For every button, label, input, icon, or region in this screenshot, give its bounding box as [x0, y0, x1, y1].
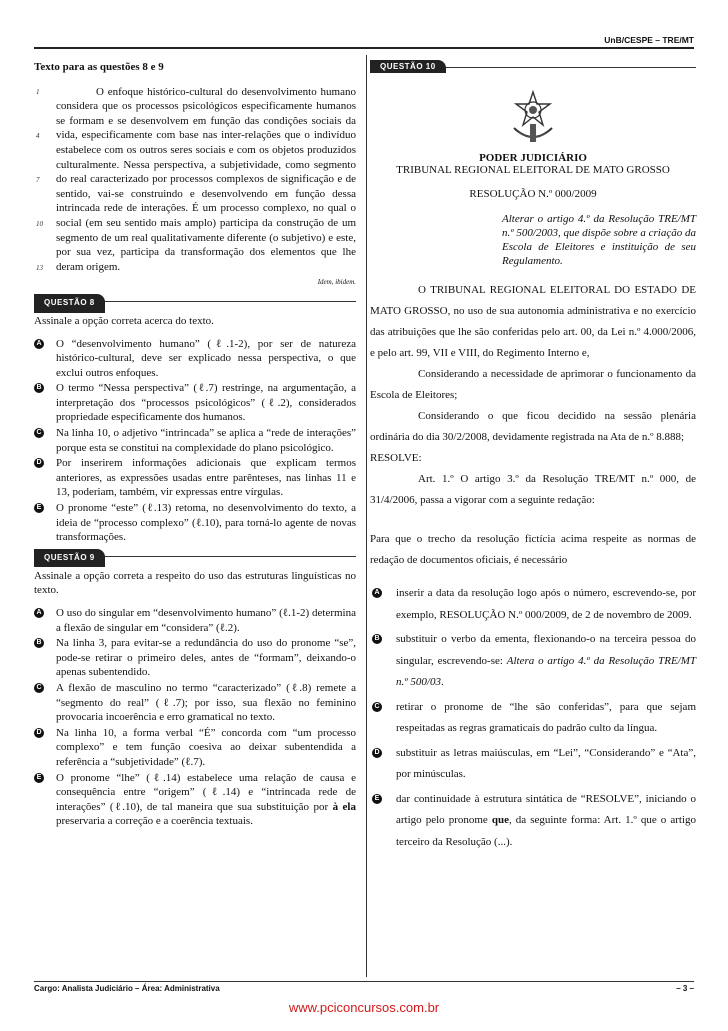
option-letter-b-icon: B: [372, 634, 382, 644]
passage-text: O enfoque histórico-cultural do desenvolvimento humano considera que os processos psicológicos especificamente humanos se formam e se desenvolvem em função das condições sociais da vida, especificamente com base nas inter-relações que o indivíduo estabelece com os outros seres sociais e com os objetos produzidos culturalmente. Nessa perspectiva, a subjetividade, como segmento do real caracterizado por processos complexos de significação e de sentido, vai-se construindo e desenvolvendo em função dessa intrincada rede de interações. É um processo complexo, no qual o social (em seu sentido mais amplo) participa da construção de um segmento de um real qualitativamente diferente (o subjetivo) e este, por sua vez, participa da transformação dos elementos que lhe deram origem.: [56, 85, 356, 273]
footer-cargo: Cargo: Analista Judiciário – Área: Administrativa: [34, 984, 220, 993]
line-number: 7: [36, 175, 40, 184]
resolution-paragraph: Considerando o que ficou decidido na sessão plenária ordinária do dia 30/2/2008, devidamente registrada na Ata de n.º 8.888;: [370, 410, 696, 443]
q8-option-b[interactable]: B O termo “Nessa perspectiva” (ℓ.7) restringe, na argumentação, a interpretação dos “processos psicológicos” (ℓ.2), considerados propriedade especificamente dos humanos.: [34, 381, 356, 425]
site-link[interactable]: www.pciconcursos.com.br: [288, 1000, 440, 1015]
option-letter-e-icon: E: [34, 503, 44, 513]
question-9-stem: Assinale a opção correta a respeito do uso das estruturas linguísticas no texto.: [34, 569, 356, 597]
q9-option-c[interactable]: C A flexão de masculino no termo “caracterizado” (ℓ.8) remete a “segmento do real” (ℓ.7); por isso, sua flexão no feminino provocaria incoerência e erro gramatical no texto.: [34, 681, 356, 725]
resolution-body: [370, 280, 696, 571]
text-title: Texto para as questões 8 e 9: [34, 61, 164, 73]
column-divider: [366, 55, 367, 977]
option-letter-c-icon: C: [372, 702, 382, 712]
header-rule: [34, 47, 694, 49]
question-8-bar: [34, 294, 356, 308]
question-10-label: QUESTÃO 10: [370, 60, 446, 73]
q8-option-a[interactable]: A O “desenvolvimento humano” (ℓ.1-2), por ser de natureza histórico-cultural, deve ser explicado nessa perspectiva, o que exclui outros enfoques.: [34, 337, 356, 381]
question-9-label: QUESTÃO 9: [34, 549, 105, 568]
brazil-coat-of-arms-icon: [508, 88, 558, 148]
q10-option-a[interactable]: A inserir a data da resolução logo após o número, escrevendo-se, por exemplo, RESOLUÇÃO N.º 000/2009, de 2 de novembro de 2009.: [370, 583, 696, 626]
right-column: [370, 60, 696, 856]
q9-option-d[interactable]: D Na linha 10, a forma verbal “É” concorda com “um processo complexo” e tem função coesiva ao deixar subentendida a referência a “subjetividade” (ℓ.7).: [34, 726, 356, 770]
footer-rule: [34, 981, 694, 982]
resolution-ementa: Alterar o artigo 4.º da Resolução TRE/MT n.º 500/2003, que dispõe sobre a criação da Escola de Eleitores e instituição de seu Regulamento.: [502, 213, 696, 267]
resolution-paragraph: O TRIBUNAL REGIONAL ELEITORAL DO ESTADO DE MATO GROSSO, no uso de sua autonomia administrativa e no exercício das atribuições que lhe são conferidas pelo art. 00, da Lei n.º 4.000/2006, e pelo art. 99, VII e VIII, do Regimento Interno e,: [370, 284, 696, 359]
question-8-stem: Assinale a opção correta acerca do texto.: [34, 314, 214, 327]
option-letter-d-icon: D: [372, 748, 382, 758]
line-number: 10: [36, 219, 43, 228]
org-title: PODER JUDICIÁRIO: [479, 152, 587, 164]
option-letter-a-icon: A: [372, 588, 382, 598]
line-number: 1: [36, 87, 40, 96]
left-column: [34, 60, 356, 830]
line-number: 4: [36, 131, 40, 140]
q10-option-e[interactable]: E dar continuidade à estrutura sintática de “RESOLVE”, iniciando o artigo pelo pronome que, da seguinte forma: Art. 1.º que o artigo terceiro da Resolução (...).: [370, 789, 696, 854]
option-letter-e-icon: E: [34, 773, 44, 783]
org-subtitle: TRIBUNAL REGIONAL ELEITORAL DE MATO GROSSO: [396, 164, 670, 176]
exam-header: UnB/CESPE – TRE/MT: [604, 35, 694, 45]
q8-option-e[interactable]: E O pronome “este” (ℓ.13) retoma, no desenvolvimento do texto, a ideia de “processo complexo” (ℓ.10), para torná-lo agente de novas transformações.: [34, 501, 356, 545]
question-10-bar: [370, 60, 696, 74]
resolution-number: RESOLUÇÃO N.º 000/2009: [469, 188, 597, 200]
question-9-bar: [34, 549, 356, 563]
resolution-article: Art. 1.º O artigo 3.º da Resolução TRE/MT n.º 000, de 31/4/2006, passa a vigorar com a seguinte redação:: [370, 473, 696, 506]
q10-option-c[interactable]: C retirar o pronome de “lhe são conferidas”, para que sejam respeitadas as regras gramaticais do padrão culto da língua.: [370, 697, 696, 740]
passage-source: Idem, ibidem.: [317, 278, 356, 287]
option-letter-c-icon: C: [34, 428, 44, 438]
question-8-label: QUESTÃO 8: [34, 294, 105, 313]
option-letter-c-icon: C: [34, 683, 44, 693]
q10-option-d[interactable]: D substituir as letras maiúsculas, em “Lei”, “Considerando” e “Ata”, por minúsculas.: [370, 743, 696, 786]
q9-option-e[interactable]: E O pronome “lhe” (ℓ.14) estabelece uma relação de causa e consequência entre “origem” (ℓ.14) e “intrincada rede de interações” (ℓ.10), de tal maneira que sua substituição por à ela preservaria a correção e a coerência textuais.: [34, 771, 356, 829]
page-number: – 3 –: [676, 984, 694, 993]
option-letter-a-icon: A: [34, 339, 44, 349]
question-10-stem: Para que o trecho da resolução fictícia acima respeite as normas de redação de documentos oficiais, é necessário: [370, 533, 696, 566]
line-number: 13: [36, 263, 43, 272]
q9-option-a[interactable]: A O uso do singular em “desenvolvimento humano” (ℓ.1-2) determina a flexão de singular em “considera” (ℓ.2).: [34, 606, 356, 635]
option-letter-d-icon: D: [34, 458, 44, 468]
q9-option-b[interactable]: B Na linha 3, para evitar-se a redundância do uso do pronome “se”, pode-se retirar o primeiro deles, antes de “formam”, deixando-o apenas subentendido.: [34, 636, 356, 680]
option-letter-b-icon: B: [34, 638, 44, 648]
resolve-heading: RESOLVE:: [370, 452, 422, 464]
option-letter-e-icon: E: [372, 794, 382, 804]
reading-passage: [34, 85, 356, 275]
q10-option-b[interactable]: B substituir o verbo da ementa, flexionando-o na terceira pessoa do singular, escrevendo-se: Altera o artigo 4.º da Resolução TRE/MT n.º 500/03.: [370, 629, 696, 694]
option-letter-a-icon: A: [34, 608, 44, 618]
q8-option-c[interactable]: C Na linha 10, o adjetivo “intrincada” se aplica a “rede de interações” porque esta se constitui na complexidade do plano psicológico.: [34, 426, 356, 455]
resolution-paragraph: Considerando a necessidade de aprimorar o funcionamento da Escola de Eleitores;: [370, 368, 696, 401]
q8-option-d[interactable]: D Por inserirem informações adicionais que explicam termos anteriores, as expressões usadas entre parênteses, nas linhas 11 e 13, poderiam, também, vir expressas entre vírgulas.: [34, 456, 356, 500]
option-letter-b-icon: B: [34, 383, 44, 393]
option-letter-d-icon: D: [34, 728, 44, 738]
